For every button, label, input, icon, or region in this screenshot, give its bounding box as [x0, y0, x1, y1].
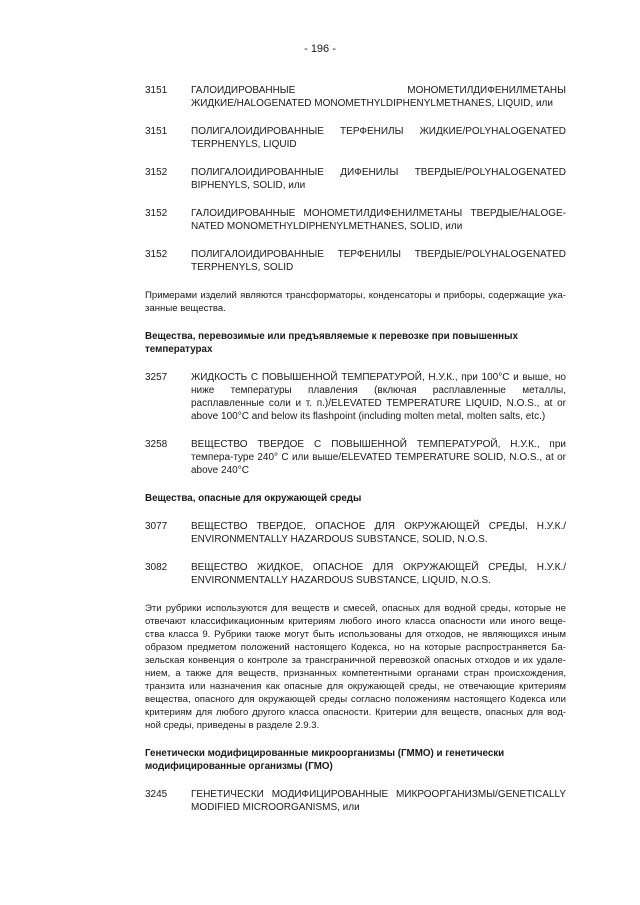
paragraph-environmental-notes: Эти рубрики используются для веществ и смесей, опасных для водной среды, которые не отвечают классификационным критериям любого иного класса опасности или иного веще-ства класса 9. Рубрики также могут быть использованы для отходов, не являющихся иным образом предметом положений настоящего Кодекса, но на которые распространяется Ба-зельская конвенция о контроле за трансграничной перевозкой опасных отходов и их удале-нием, а также для веществ, признанных компетентными органами стран происхождения, транзита или назначения как опасные для окружающей среды, не отвечающие критериям вещества, опасного для окружающей среды согласно положениям настоящего Кодекса или критериям для любого другого класса опасности. Критерии для веществ, опасных для вод-ной среды, приведены в разделе 2.9.3.	[145, 603, 566, 731]
un-entry	[145, 788, 566, 814]
heading-environmental: Вещества, опасные для окружающей среды	[145, 493, 362, 504]
un-number: 3152	[145, 167, 168, 178]
un-entry-description: ПОЛИГАЛОИДИРОВАННЫЕ ТЕРФЕНИЛЫ ТВЕРДЫЕ/POLYHALOGENATED TERPHENYLS, SOLID	[191, 249, 566, 273]
heading-gmo: Генетически модифицированные микроорганизмы (ГММО) и генетически модифицированные организмы (ГМО)	[145, 748, 505, 772]
entry-group-gmo	[145, 788, 566, 814]
un-entry	[145, 520, 566, 546]
un-entry	[145, 248, 566, 274]
un-number: 3257	[145, 372, 168, 383]
un-entry	[145, 371, 566, 423]
un-entry	[145, 125, 566, 151]
un-entry-description: ПОЛИГАЛОИДИРОВАННЫЕ ТЕРФЕНИЛЫ ЖИДКИЕ/POLYHALOGENATED TERPHENYLS, LIQUID	[191, 126, 566, 150]
heading-elevated-temperature: Вещества, перевозимые или предъявляемые к перевозке при повышенных температурах	[145, 331, 518, 355]
un-number: 3077	[145, 521, 168, 532]
entry-group-environmental	[145, 520, 566, 587]
page-number: - 196 -	[304, 43, 336, 55]
un-entry-description: ВЕЩЕСТВО ТВЕРДОЕ, ОПАСНОЕ ДЛЯ ОКРУЖАЮЩЕЙ СРЕДЫ, Н.У.К./ ENVIRONMENTALLY HAZARDOUS SUBSTANCE, SOLID, N.O.S.	[191, 521, 566, 545]
page-content	[145, 84, 566, 829]
un-entry-description: ЖИДКОСТЬ С ПОВЫШЕННОЙ ТЕМПЕРАТУРОЙ, Н.У.К., при 100°C и выше, но ниже температуры плавления (включая расплавленные металлы, расплавленные соли и т. п.)/ELEVATED TEMPERATURE LIQUID, N.O.S., at or above 100°C and below its flashpoint (including molten metal, molten salts, etc.)	[191, 372, 566, 422]
un-entry	[145, 84, 566, 110]
un-number: 3151	[145, 126, 168, 137]
entry-group-halogenated	[145, 84, 566, 274]
un-entry	[145, 438, 566, 477]
un-number: 3152	[145, 249, 168, 260]
paragraph-examples: Примерами изделий являются трансформаторы, конденсаторы и приборы, содержащие ука-занные вещества.	[145, 290, 566, 314]
un-entry-description: ГАЛОИДИРОВАННЫЕ МОНОМЕТИЛДИФЕНИЛМЕТАНЫ ТВЕРДЫЕ/HALOGE-NATED MONOMETHYLDIPHENYLMETHANES, SOLID, или	[191, 208, 566, 232]
un-number: 3151	[145, 85, 168, 96]
un-entry	[145, 207, 566, 233]
un-number: 3258	[145, 439, 168, 450]
un-entry-description: ГАЛОИДИРОВАННЫЕ МОНОМЕТИЛДИФЕНИЛМЕТАНЫ ЖИДКИЕ/HALOGENATED MONOMETHYLDIPHENYLMETHANES, LIQUID, или	[191, 85, 566, 109]
un-entry-description: ВЕЩЕСТВО ТВЕРДОЕ С ПОВЫШЕННОЙ ТЕМПЕРАТУРОЙ, Н.У.К., при темпера-туре 240° C или выше/ELEVATED TEMPERATURE SOLID, N.O.S., at or above 240°C	[191, 439, 566, 476]
un-entry	[145, 166, 566, 192]
un-entry-description: ПОЛИГАЛОИДИРОВАННЫЕ ДИФЕНИЛЫ ТВЕРДЫЕ/POLYHALOGENATED BIPHENYLS, SOLID, или	[191, 167, 566, 191]
un-entry-description: ВЕЩЕСТВО ЖИДКОЕ, ОПАСНОЕ ДЛЯ ОКРУЖАЮЩЕЙ СРЕДЫ, Н.У.К./ ENVIRONMENTALLY HAZARDOUS SUBSTANCE, LIQUID, N.O.S.	[191, 562, 566, 586]
un-entry	[145, 561, 566, 587]
un-number: 3152	[145, 208, 168, 219]
un-number: 3082	[145, 562, 168, 573]
un-entry-description: ГЕНЕТИЧЕСКИ МОДИФИЦИРОВАННЫЕ МИКРООРГАНИЗМЫ/GENETICALLY MODIFIED MICROORGANISMS, или	[191, 789, 566, 813]
un-number: 3245	[145, 789, 168, 800]
entry-group-elevated-temperature	[145, 371, 566, 477]
